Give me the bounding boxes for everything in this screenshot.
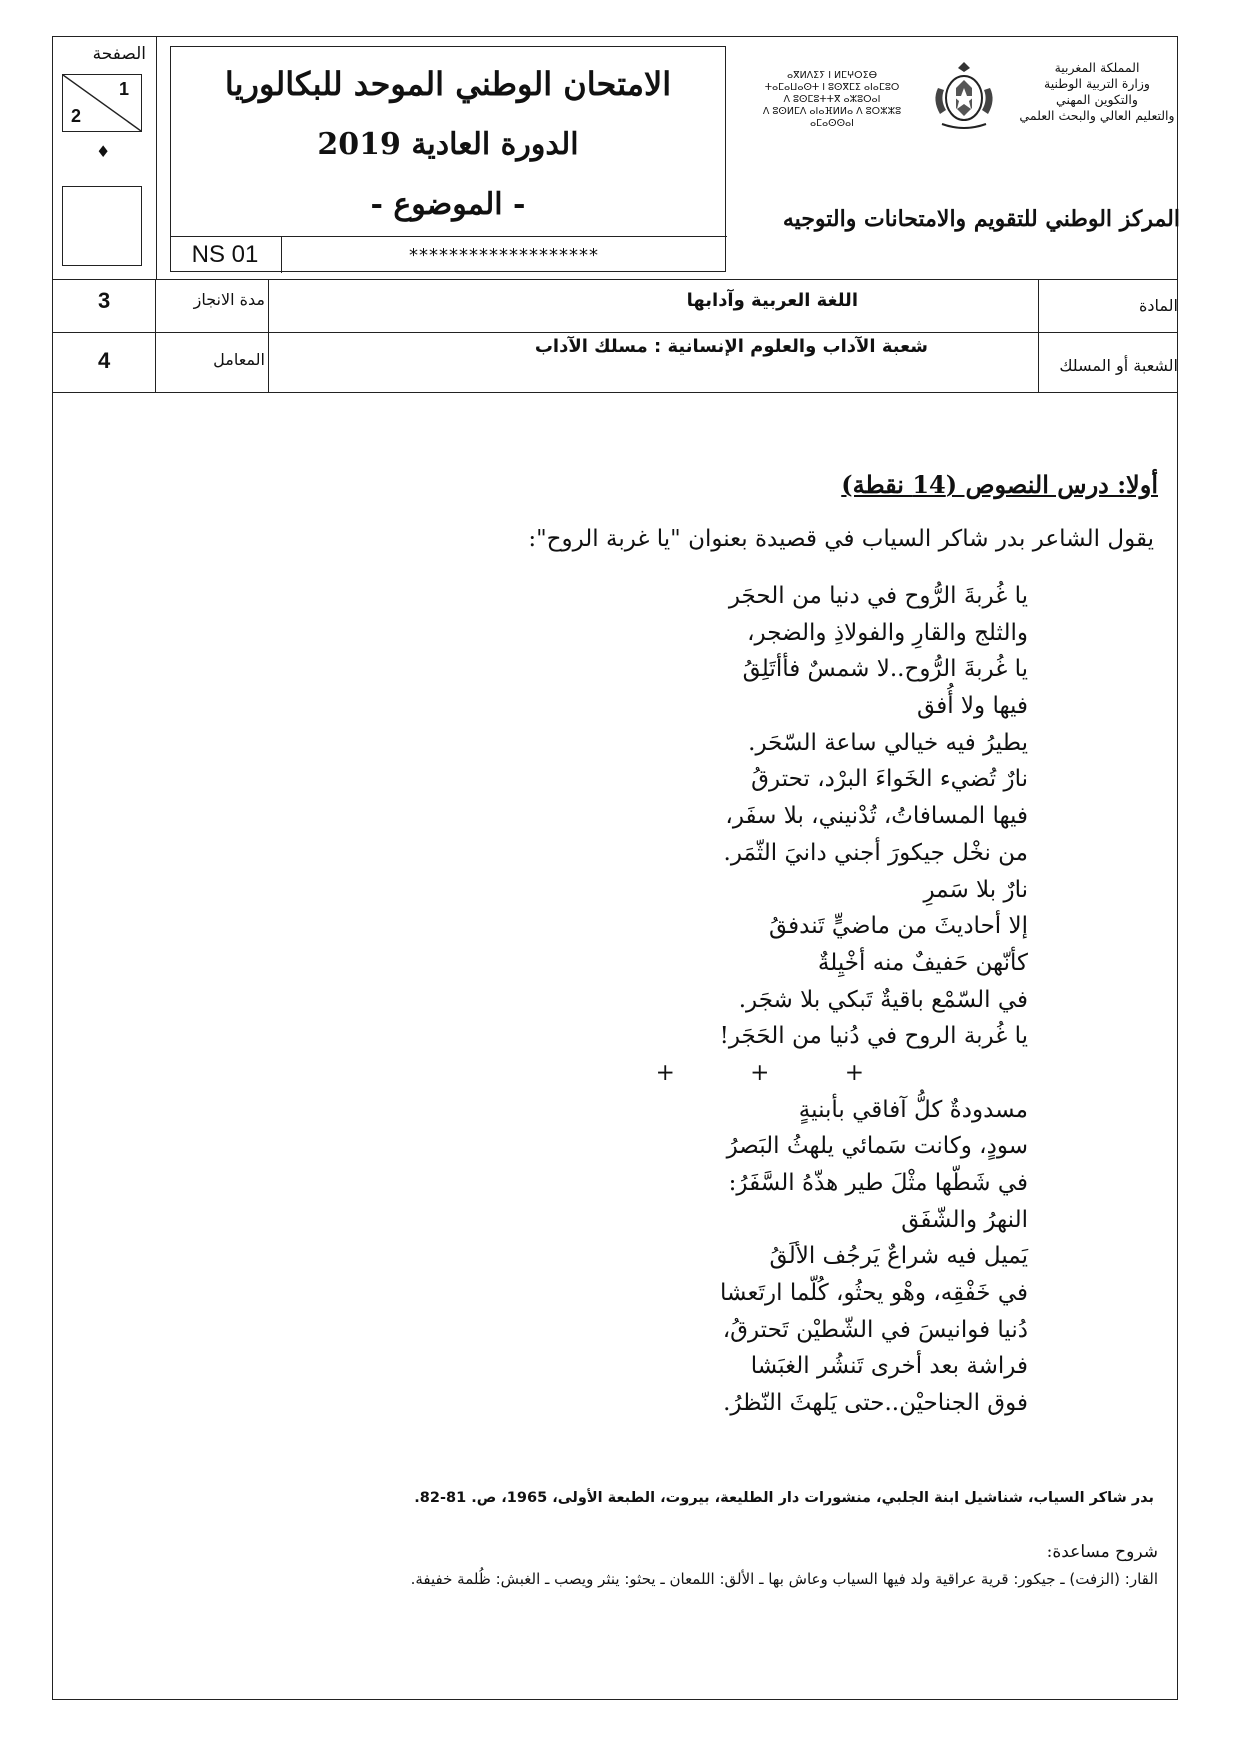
- table-divider: [52, 332, 1178, 333]
- tifinagh-line: ⴷ ⵓⵙⵍⵎⴷ ⴰⵏⴰⴼⵍⵍⴰ ⴷ ⵓⵔⵣⵣⵓ ⴰⵎⴰⵙⵙⴰⵏ: [762, 106, 902, 129]
- exam-stars: *******************: [409, 244, 599, 266]
- page-total: 2: [71, 106, 82, 126]
- table-vline: [155, 280, 156, 392]
- branch-value: شعبة الآداب والعلوم الإنسانية : مسلك الآداب: [534, 336, 928, 357]
- blank-box: [62, 186, 142, 266]
- ministry-name-tifinagh: [752, 70, 912, 130]
- tifinagh-line: ⵜⴰⵎⴰⵡⴰⵙⵜ ⵏ ⵓⵙⴳⵎⵉ ⴰⵏⴰⵎⵓⵔ: [764, 82, 900, 93]
- table-divider: [52, 392, 1178, 393]
- branch-label: الشعبة أو المسلك: [1059, 356, 1178, 375]
- ministry-line: والتعليم العالي والبحث العلمي: [1019, 108, 1175, 123]
- exam-title: الامتحان الوطني الموحد للبكالوريا: [224, 65, 672, 103]
- poem-verse: كأنّهن حَفيفٌ منه أخْيِلةٌ: [817, 949, 1028, 976]
- exam-code-row: [170, 236, 727, 273]
- tifinagh-line: ⴰⴳⵍⴷⵉⵢ ⵏ ⵍⵎⵖⵔⵉⴱ: [786, 70, 878, 81]
- subject-value: اللغة العربية وآدابها: [686, 290, 858, 311]
- coefficient-label: المعامل: [213, 350, 265, 369]
- page-fraction: [62, 74, 142, 132]
- page-number-box: [52, 36, 157, 280]
- page-number: 1: [118, 79, 129, 99]
- exam-code: NS 01: [170, 237, 282, 273]
- poem-verse: في السّمْع باقيةٌ تَبكي بلا شجَر.: [738, 986, 1028, 1013]
- section-title: أولا: درس النصوص (14 نقطة): [841, 470, 1158, 499]
- duration-value: 3: [98, 288, 111, 313]
- poem-source: بدر شاكر السياب، شناشيل ابنة الجلبي، منشورات دار الطليعة، بيروت، الطبعة الأولى، 1965، ص. 81-82.: [414, 1490, 1154, 1506]
- table-vline: [1038, 280, 1039, 392]
- poem-verse: في خَفْقِه، وهْو يحثُو، كُلّما ارتَعشا: [720, 1280, 1028, 1307]
- ministry-line: وزارة التربية الوطنية: [1044, 76, 1150, 91]
- center-name: المركز الوطني للتقويم والامتحانات والتوجيه: [782, 206, 1180, 232]
- exam-session: الدورة العادية 2019: [317, 127, 579, 162]
- page-label: الصفحة: [92, 44, 146, 64]
- exam-title-box: [170, 46, 726, 272]
- tifinagh-line: ⴷ ⵓⵙⵎⵓⵜⵜⴳ ⴰⵣⵓⵔⴰⵏ: [783, 94, 881, 105]
- coat-of-arms-icon: [928, 58, 1000, 134]
- poem-verse: يا غُربةَ الرُّوح..لا شمسٌ فأأتَلِقُ: [742, 656, 1028, 683]
- poem-separator: + + +: [655, 1059, 898, 1086]
- glossary-title: شروح مساعدة:: [1046, 1542, 1158, 1562]
- ministry-name-arabic: [1012, 60, 1182, 124]
- poem-verse: النهرُ والشّفَق: [901, 1206, 1028, 1233]
- poem-verse: فوق الجناحيْن..حتى يَلهثَ النّظرُ.: [723, 1390, 1028, 1417]
- poem: [428, 578, 1028, 1422]
- poem-verse: يا غُربةَ الرُّوح في دنيا من الحجَر: [728, 583, 1028, 609]
- diamond-icon: ♦: [96, 142, 111, 161]
- ministry-line: والتكوين المهني: [1056, 92, 1138, 107]
- poem-verse: في شَطّها مثْلَ طير هذّهُ السَّفَرُ:: [728, 1170, 1028, 1196]
- exam-subject-label: - الموضوع -: [370, 187, 526, 222]
- poem-verse: نارٌ بلا سَمرِ: [923, 876, 1028, 903]
- poem-verse: مسدودةٌ كلُّ آفاقي بأبنيةٍ: [798, 1096, 1028, 1123]
- kingdom-line: المملكة المغربية: [1054, 60, 1140, 75]
- poem-verse: سودٍ، وكانت سَمائي يلهثُ البَصرُ: [726, 1133, 1028, 1160]
- table-vline: [268, 280, 269, 392]
- section-intro: يقول الشاعر بدر شاكر السياب في قصيدة بعنوان "يا غربة الروح":: [528, 526, 1154, 552]
- subject-label: المادة: [1139, 296, 1178, 315]
- poem-verse: والثلج والقارِ والفولاذِ والضجر،: [747, 619, 1028, 646]
- glossary-line: القار: (الزفت) ـ جيكور: قرية عراقية ولد فيها السياب وعاش بها ـ الألق: اللمعان ـ يحثو: ينثر ويصب ـ الغبش: ظُلمة خفيفة.: [410, 1570, 1158, 1588]
- poem-verse: دُنيا فوانيسَ في الشّطيْن تَحترقُ،: [722, 1316, 1028, 1343]
- poem-verse: يا غُربة الروح في دُنيا من الحَجَر!: [719, 1023, 1028, 1050]
- poem-verse: فيها ولا أُفق: [917, 693, 1028, 720]
- poem-verse: يَميل فيه شراعٌ يَرجُف الألَقُ: [769, 1243, 1028, 1270]
- coefficient-value: 4: [98, 348, 111, 373]
- poem-verse: يطيرُ فيه خيالي ساعة السّحَر.: [748, 729, 1028, 756]
- poem-verse: إلا أحاديثَ من ماضيٍّ تَندفقُ: [768, 913, 1028, 940]
- duration-label: مدة الانجاز: [193, 290, 265, 309]
- poem-verse: نارٌ تُضيء الخَواءَ البرْد، تحترقُ: [751, 766, 1028, 793]
- poem-verse: فراشة بعد أخرى تَنشُر الغبَشا: [750, 1353, 1028, 1380]
- poem-verse: من نخْل جيكورَ أجني دانيَ الثّمَر.: [723, 839, 1028, 866]
- poem-verse: فيها المسافاتُ، تُدْنيني، بلا سفَر،: [725, 803, 1028, 830]
